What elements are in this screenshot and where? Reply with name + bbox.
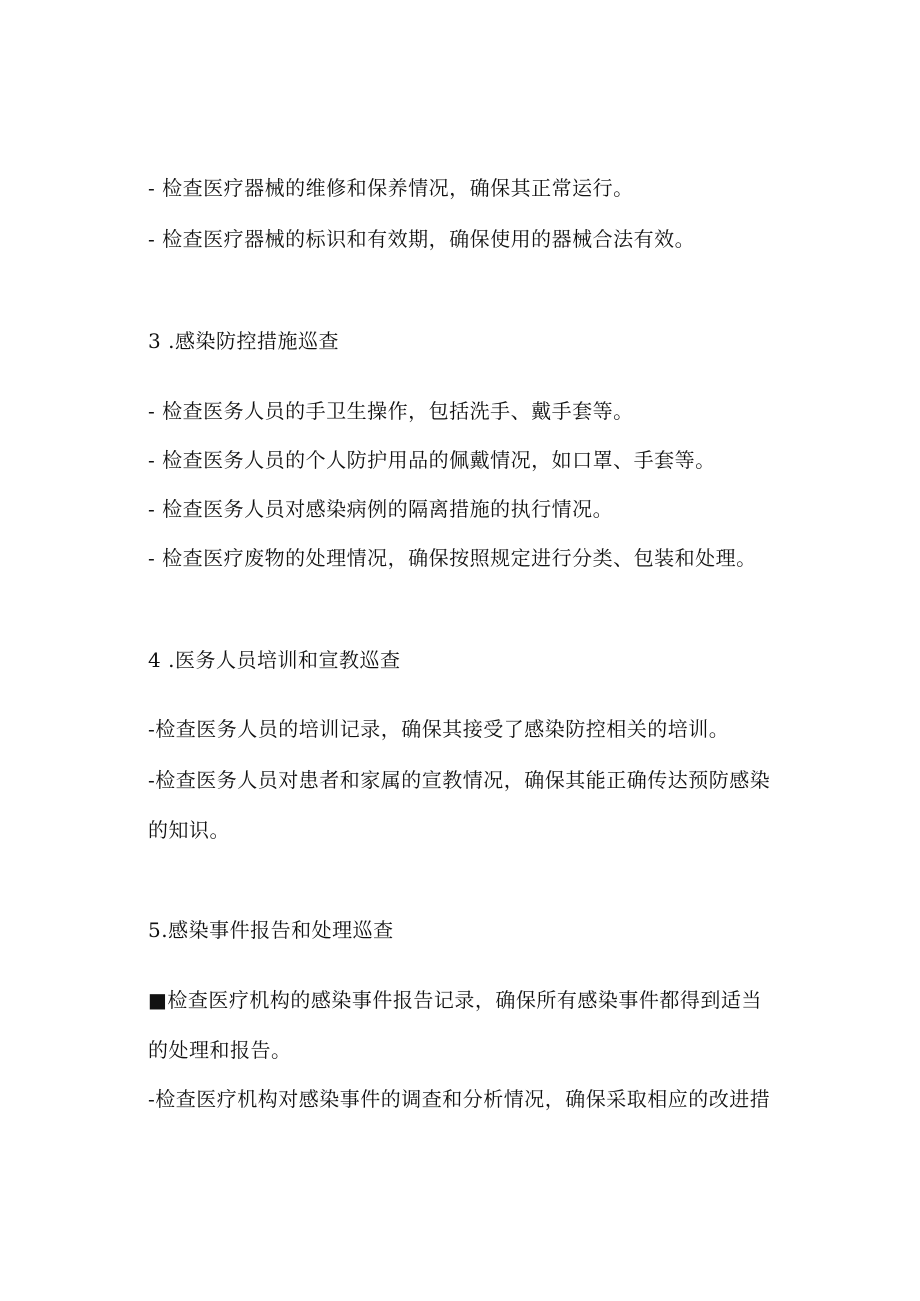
bullet-hand-hygiene: - 检查医务人员的手卫生操作，包括洗手、戴手套等。 — [148, 399, 634, 423]
heading-infection-reporting: 5.感染事件报告和处理巡查 — [148, 918, 394, 942]
bullet-patient-education-continued: 的知识。 — [148, 818, 230, 842]
bullet-incident-investigation: -检查医疗机构对感染事件的调查和分析情况，确保采取相应的改进措 — [148, 1087, 771, 1111]
bullet-equipment-maintenance: - 检查医疗器械的维修和保养情况，确保其正常运行。 — [148, 176, 634, 200]
bullet-medical-waste: - 检查医疗废物的处理情况，确保按照规定进行分类、包装和处理。 — [148, 546, 757, 570]
bullet-incident-records-continued: 的处理和报告。 — [148, 1038, 292, 1062]
bullet-training-records: -检查医务人员的培训记录，确保其接受了感染防控相关的培训。 — [148, 717, 730, 741]
bullet-patient-education: -检查医务人员对患者和家属的宣教情况，确保其能正确传达预防感染 — [148, 768, 771, 792]
heading-infection-control: 3 .感染防控措施巡查 — [148, 329, 339, 353]
bullet-equipment-labels: - 检查医疗器械的标识和有效期，确保使用的器械合法有效。 — [148, 227, 696, 251]
bullet-isolation-measures: - 检查医务人员对感染病例的隔离措施的执行情况。 — [148, 497, 614, 521]
bullet-protective-equipment: - 检查医务人员的个人防护用品的佩戴情况，如口罩、手套等。 — [148, 448, 716, 472]
bullet-incident-records: ■检查医疗机构的感染事件报告记录，确保所有感染事件都得到适当 — [148, 988, 762, 1012]
heading-training: 4 .医务人员培训和宣教巡查 — [148, 648, 401, 672]
